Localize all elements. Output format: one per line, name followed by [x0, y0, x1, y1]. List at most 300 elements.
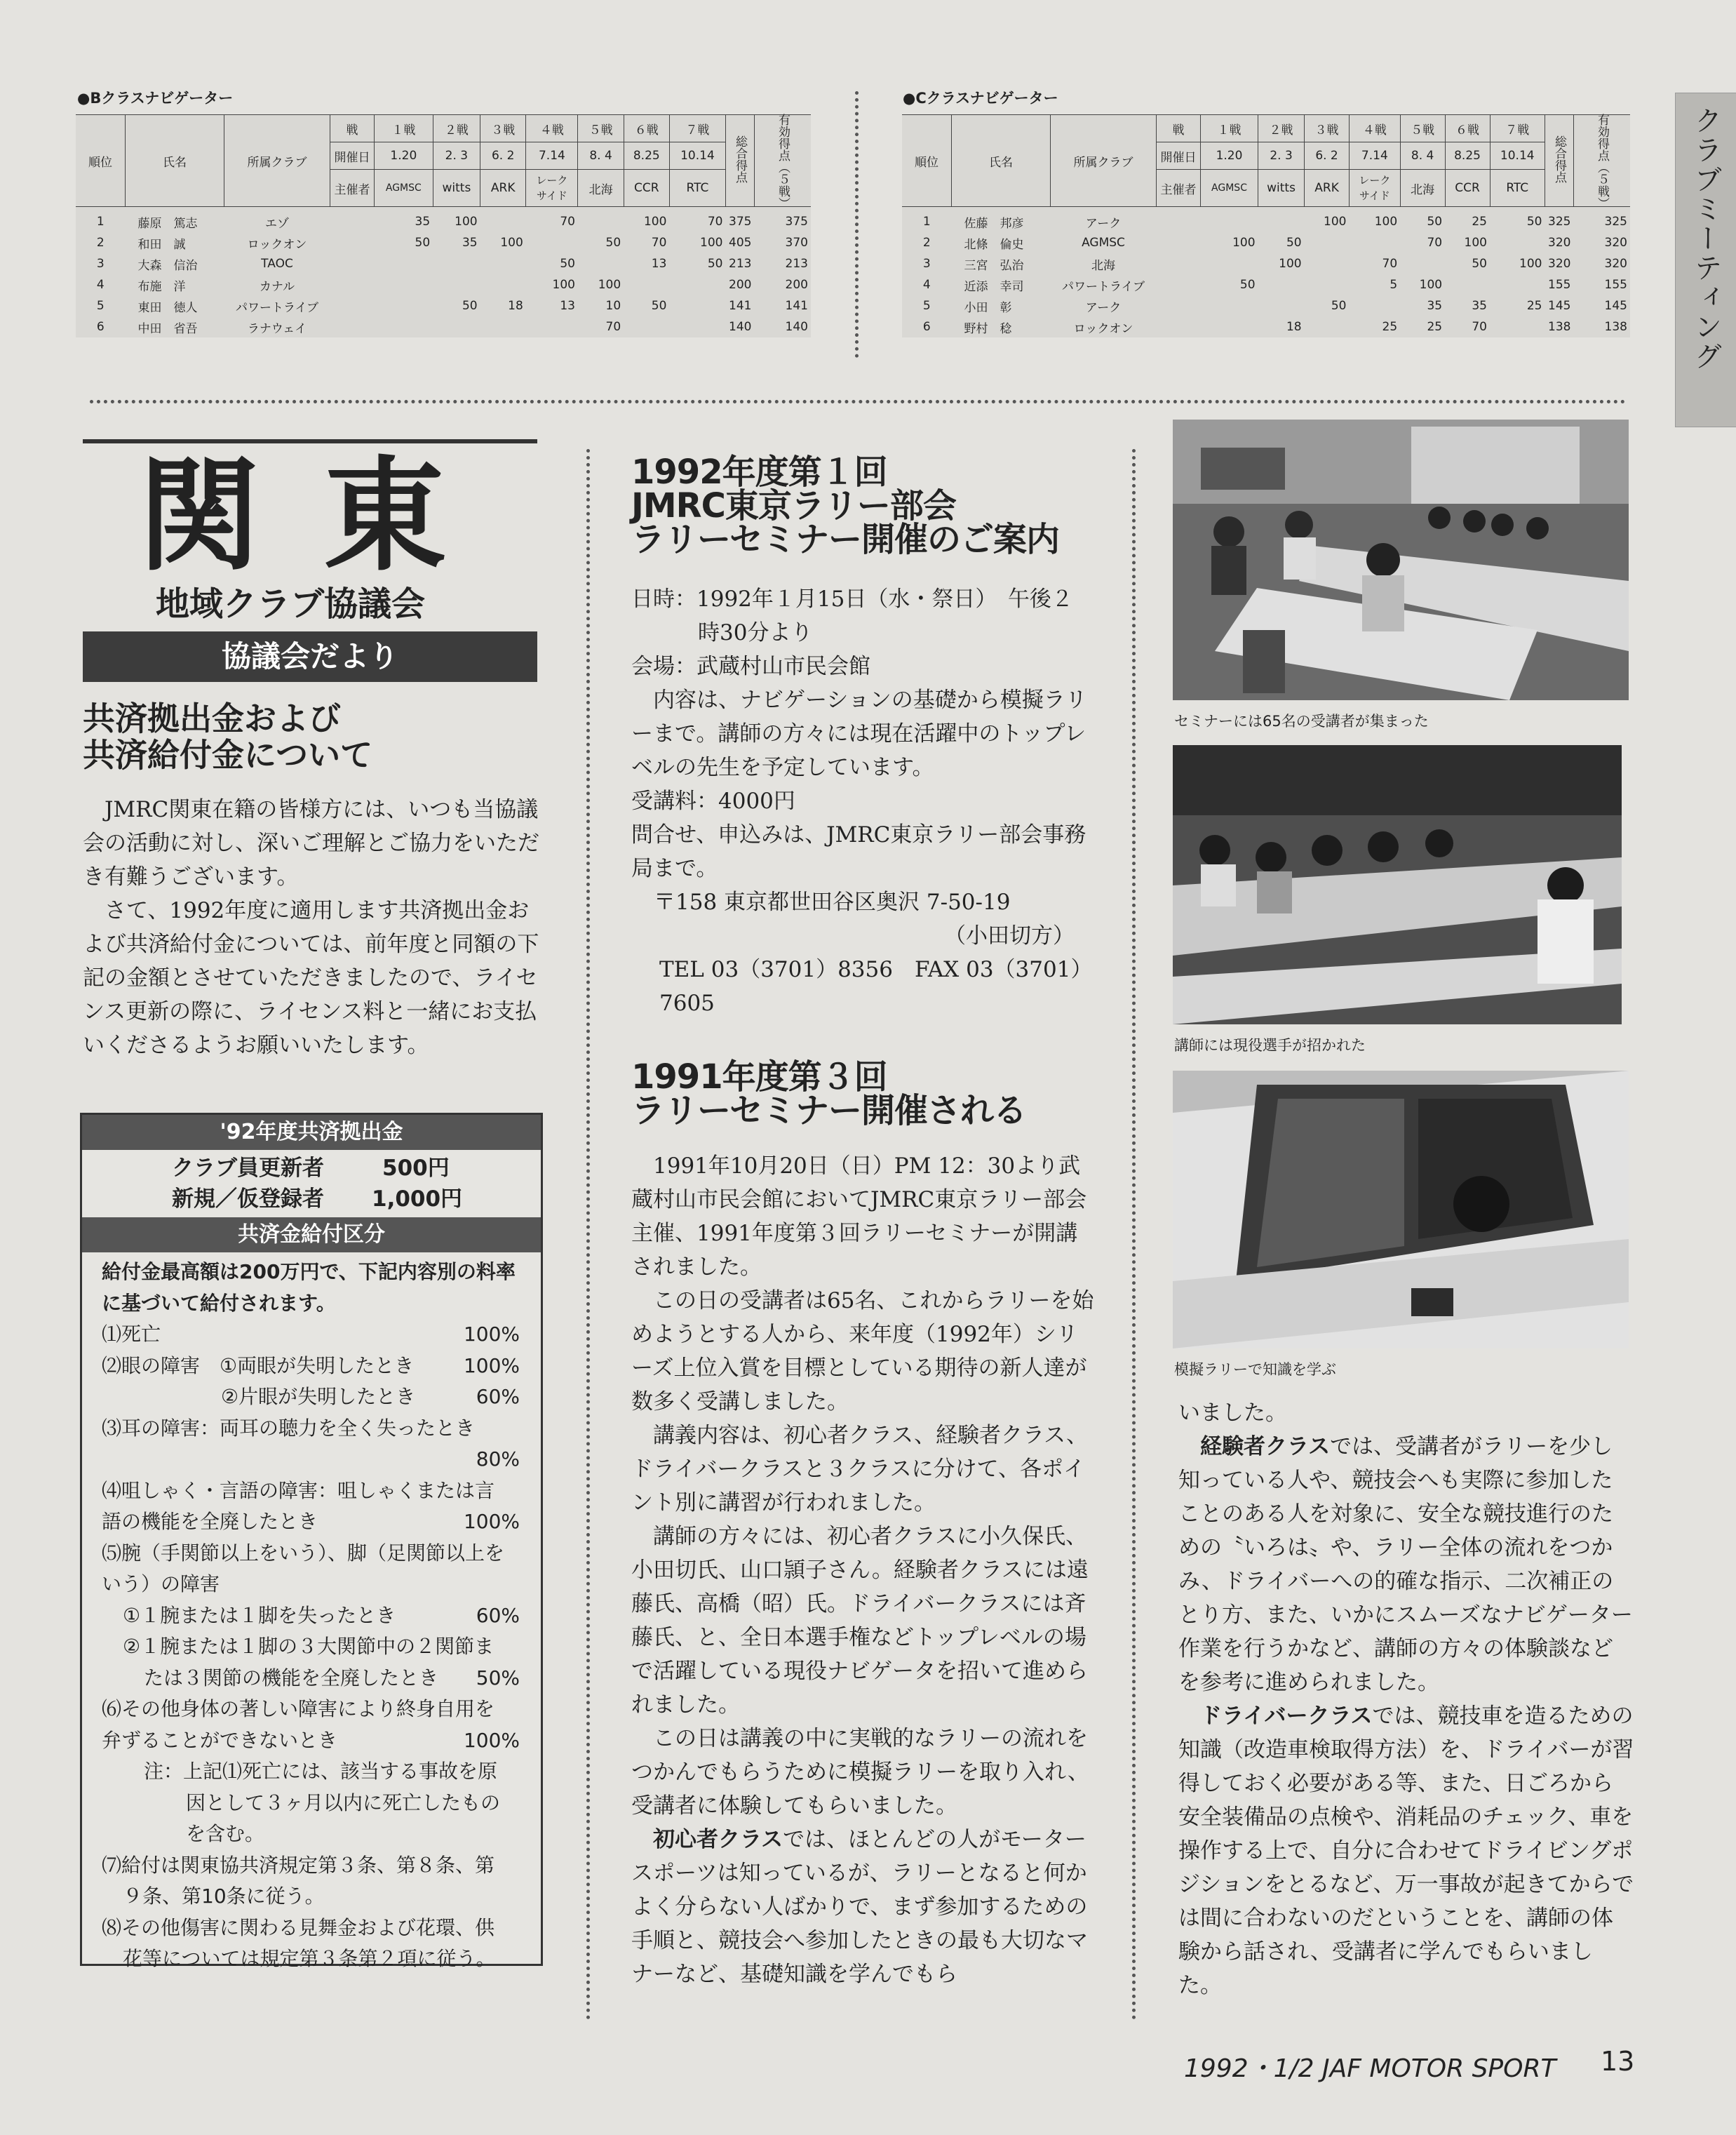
report-paragraph — [1178, 1430, 1634, 1699]
rank-cell: 3 — [922, 257, 931, 271]
score-cell: 70 — [707, 215, 723, 229]
title-rule — [83, 439, 537, 443]
score-cell: 100 — [1324, 215, 1347, 229]
standings-row — [902, 316, 1630, 337]
score-cell: 100 — [700, 236, 723, 250]
benefit-item: ⑷咀しゃく・言語の障害：咀しゃくまたは言 — [102, 1478, 495, 1502]
score-cell: 35 — [1427, 299, 1443, 313]
fee-renewal-label: クラブ員更新者 — [172, 1156, 324, 1181]
score-cell: 100 — [1519, 257, 1542, 271]
score-cell: 70 — [1472, 320, 1487, 334]
score-cell — [669, 295, 725, 316]
score-cell — [1201, 295, 1258, 316]
round-date: 10.14 — [669, 142, 725, 170]
beginner-class-label: 初心者クラス — [653, 1827, 783, 1852]
score-cell: 25 — [1472, 215, 1487, 229]
score-cell — [624, 316, 669, 337]
benefit-heading: 共済金給付区分 — [82, 1217, 541, 1252]
score-cell: 100 — [1419, 278, 1443, 292]
round-label: ２戦 — [1258, 115, 1305, 142]
score-cell — [330, 232, 375, 253]
round-date: 2. 3 — [1258, 142, 1305, 170]
score-cell — [1350, 232, 1401, 253]
score-cell — [1157, 253, 1201, 274]
total-cell: 140 — [729, 320, 752, 334]
date-header: 開催日 — [1157, 142, 1201, 170]
total-cell: 141 — [729, 299, 752, 313]
benefit-list — [82, 1252, 541, 1975]
report-text: では、競技車を造るための知識（改造車検取得方法）を、ドライバーが習得しておく必要がある等、また、日ごろから安全装備品の点検や、消耗品のチェック、車を操作する上で、自分に合わせてドライビングポジションをとるなど、万一事故が起きてからでは間に合わないのだということを、講師の体験から話され、受講者に学んでもらいました。 — [1178, 1704, 1634, 1998]
score-cell — [669, 274, 725, 295]
benefit-rate: 100% — [463, 1728, 520, 1752]
score-cell: 5 — [1390, 278, 1398, 292]
score-cell: 18 — [1286, 320, 1302, 334]
round-label: ５戦 — [578, 115, 624, 142]
total-cell: 325 — [1548, 215, 1571, 229]
standings-row — [902, 295, 1630, 316]
total-cell: 320 — [1548, 257, 1571, 271]
table-divider — [855, 91, 859, 358]
score-cell: 100 — [1464, 236, 1487, 250]
report-paragraph — [631, 1823, 1096, 1991]
score-cell: 70 — [1427, 236, 1443, 250]
score-cell — [1305, 253, 1350, 274]
host-header: 主催者 — [1157, 170, 1201, 207]
name-cell: 東田 徳人 — [137, 300, 198, 315]
name-cell: 三宮 弘治 — [964, 258, 1024, 273]
event-datetime: 日時：1992年１月15日（水・祭日） 午後２ — [631, 587, 1073, 612]
seminar-report — [631, 1149, 1096, 1991]
score-cell — [1201, 207, 1258, 233]
round-label: ３戦 — [1305, 115, 1350, 142]
column-divider — [1132, 449, 1136, 2021]
round-host: レーク サイド — [526, 170, 578, 207]
report-text: では、ほとんどの人がモータースポーツは知っているが、ラリーとなると何かよく分らない人ばかりで、まず参加するための手順と、競技会へ参加したときの最も大切なマナーなど、基礎知識を学んでもら — [631, 1827, 1088, 1987]
standings-row — [76, 295, 811, 316]
event-datetime: 時30分より — [698, 620, 813, 645]
club-cell: アーク — [1085, 216, 1122, 231]
score-cell — [330, 295, 375, 316]
club-cell: AGMSC — [1082, 236, 1125, 250]
valid-cell: 140 — [785, 320, 808, 334]
rank-cell: 2 — [96, 236, 105, 250]
photo-rally-car — [1173, 1071, 1629, 1348]
round-date: 6. 2 — [480, 142, 526, 170]
score-cell — [624, 274, 669, 295]
rank-cell: 4 — [922, 278, 931, 292]
round-date: 7.14 — [526, 142, 578, 170]
score-cell: 25 — [1526, 299, 1542, 313]
benefit-item: ②片眼が失明したとき — [221, 1385, 416, 1408]
score-cell: 50 — [415, 236, 431, 250]
benefit-item: ⑹その他身体の著しい障害により終身自用を — [102, 1697, 495, 1720]
valid-cell: 320 — [1604, 236, 1627, 250]
benefit-rate: 60% — [476, 1603, 520, 1627]
report-paragraph: 講師の方々には、初心者クラスに小久保氏、小田切氏、山口頴子さん。経験者クラスには遠藤氏、高橋（昭）氏。ドライバークラスには斉藤氏、と、全日本選手権などトップレベルの場で活躍している現役ナビゲータを招いて進められました。 — [631, 1524, 1089, 1718]
club-cell: ロックオン — [1073, 321, 1133, 336]
score-cell — [330, 253, 375, 274]
score-cell — [1157, 232, 1201, 253]
standings-row — [76, 316, 811, 337]
section-divider — [90, 400, 1626, 403]
club-cell: ラナウェイ — [247, 321, 307, 336]
score-cell — [1445, 274, 1490, 295]
benefit-item: 花等については規定第３条第２項に従う。 — [123, 1947, 496, 1970]
standings-row — [76, 274, 811, 295]
club-cell: 北海 — [1091, 258, 1115, 273]
article-title-line1: 共済拠出金および — [83, 700, 341, 737]
club-header: 所属クラブ — [1051, 115, 1157, 207]
score-cell — [1157, 316, 1201, 337]
benefit-rate: 60% — [476, 1385, 520, 1408]
valid-header — [1574, 115, 1631, 207]
column-divider — [586, 449, 590, 2021]
score-cell: 100 — [1374, 215, 1398, 229]
intro-paragraph: JMRC関東在籍の皆様方には、いつも当協議会の活動に対し、深いご理解とご協力をいただき有難うございます。 — [83, 797, 539, 890]
valid-header — [755, 115, 812, 207]
score-cell — [433, 316, 480, 337]
rank-header: 順位 — [76, 115, 126, 207]
mutual-aid-box — [80, 1113, 543, 1970]
section-tab — [1675, 93, 1736, 427]
intro-paragraph: さて、1992年度に適用します共済拠出金および共済給付金については、前年度と同額の下記の金額とさせていただきましたので、ライセンス更新の際に、ライセンス料と一緒にお支払いくださるようお願いいたします。 — [83, 898, 539, 1058]
benefit-note: を含む。 — [186, 1822, 265, 1845]
round-host: witts — [433, 170, 480, 207]
score-cell — [1258, 295, 1305, 316]
photo-caption: 講師には現役選手が招かれた — [1174, 1037, 1366, 1054]
name-cell: 大森 信治 — [137, 258, 198, 273]
score-cell: 100 — [1279, 257, 1302, 271]
round-label: ５戦 — [1400, 115, 1445, 142]
club-cell: パワートライブ — [236, 300, 318, 315]
benefit-item: ⑵眼の障害 ①両眼が失明したとき — [102, 1353, 415, 1377]
score-cell — [1157, 295, 1201, 316]
valid-cell: 320 — [1604, 257, 1627, 271]
score-cell: 18 — [508, 299, 523, 313]
club-cell: アーク — [1085, 300, 1122, 315]
score-cell: 100 — [500, 236, 523, 250]
benefit-item: ⑺給付は関東協共済規定第３条、第８条、第 — [102, 1853, 495, 1877]
club-cell: ロックオン — [247, 237, 307, 252]
valid-cell: 141 — [785, 299, 808, 313]
intro-text — [83, 793, 547, 1062]
benefit-item: ⑶耳の障害：両耳の聴力を全く失ったとき — [102, 1416, 476, 1440]
score-cell — [1157, 207, 1201, 233]
benefit-intro: 給付金最高額は200万円で、下記内容別の料率に基づいて給付されます。 — [102, 1260, 516, 1315]
score-cell — [669, 316, 725, 337]
score-cell: 25 — [1427, 320, 1443, 334]
score-cell — [330, 316, 375, 337]
round-date: 2. 3 — [433, 142, 480, 170]
event-contact: 問合せ、申込みは、JMRC東京ラリー部会事務局まで。 — [631, 822, 1086, 881]
total-cell: 320 — [1548, 236, 1571, 250]
valid-cell: 325 — [1604, 215, 1627, 229]
name-cell: 北條 倫史 — [964, 237, 1024, 252]
score-cell: 35 — [462, 236, 478, 250]
score-cell — [330, 274, 375, 295]
seminar-announce-title-2: JMRC東京ラリー部会 — [631, 486, 956, 526]
benefit-note: 因として３ヶ月以内に死亡したもの — [186, 1791, 501, 1814]
benefit-item: ①１腕または１脚を失ったとき — [123, 1603, 396, 1627]
name-header: 氏名 — [126, 115, 224, 207]
round-label: ６戦 — [624, 115, 669, 142]
club-cell: エゾ — [265, 216, 289, 231]
round-host: CCR — [1445, 170, 1490, 207]
rank-cell: 1 — [922, 215, 931, 229]
lecturers-image — [1173, 745, 1622, 1024]
score-cell — [375, 316, 433, 337]
name-cell: 佐藤 邦彦 — [964, 216, 1024, 231]
seminar-report-title-2: ラリーセミナー開催される — [631, 1091, 1027, 1130]
experienced-class-label: 経験者クラス — [1200, 1434, 1331, 1459]
round-host: RTC — [1490, 170, 1545, 207]
round-label: ４戦 — [526, 115, 578, 142]
benefit-item: ⑸腕（手関節以上をいう）、脚（足関節以上を — [102, 1541, 505, 1565]
score-cell: 70 — [605, 320, 621, 334]
round-date: 1.20 — [375, 142, 433, 170]
round-date: 6. 2 — [1305, 142, 1350, 170]
round-date: 8.25 — [1445, 142, 1490, 170]
rank-cell: 4 — [96, 278, 105, 292]
photo-caption: セミナーには65名の受講者が集まった — [1174, 713, 1429, 730]
standings-row — [76, 253, 811, 274]
score-cell — [578, 253, 624, 274]
b-table-title: ●Bクラスナビゲーター — [77, 90, 234, 107]
benefit-item: たは３関節の機能を全廃したとき — [144, 1666, 439, 1689]
photo-caption: 模擬ラリーで知識を学ぶ — [1174, 1361, 1336, 1378]
seminar-report-title-1: 1991年度第３回 — [631, 1057, 887, 1097]
report-text: いました。 — [1178, 1400, 1287, 1426]
score-cell — [375, 274, 433, 295]
score-cell: 70 — [1382, 257, 1398, 271]
score-cell — [1258, 207, 1305, 233]
total-cell: 155 — [1548, 278, 1571, 292]
contribution-heading: '92年度共済拠出金 — [82, 1115, 541, 1150]
benefit-note: 注：上記⑴死亡には、該当する事故を原 — [144, 1760, 498, 1783]
round-date: 8. 4 — [1400, 142, 1445, 170]
score-cell: 100 — [598, 278, 621, 292]
score-cell — [526, 316, 578, 337]
round-date: 7.14 — [1350, 142, 1401, 170]
standings-row — [902, 232, 1630, 253]
score-cell: 70 — [560, 215, 575, 229]
name-cell: 小田 彰 — [964, 300, 1012, 315]
valid-cell: 155 — [1604, 278, 1627, 292]
score-cell: 35 — [415, 215, 431, 229]
score-cell — [1490, 274, 1545, 295]
total-cell: 145 — [1548, 299, 1571, 313]
score-cell — [1490, 232, 1545, 253]
score-cell: 50 — [1472, 257, 1487, 271]
valid-header-text: 有効得点（５戦） — [1595, 113, 1609, 209]
event-content: 内容は、ナビゲーションの基礎から模擬ラリーまで。講師の方々には現在活躍中のトップレベルの先生を予定しています。 — [631, 688, 1087, 780]
round-label: ７戦 — [1490, 115, 1545, 142]
score-cell: 50 — [462, 299, 478, 313]
round-host: ARK — [480, 170, 526, 207]
round-host: ARK — [1305, 170, 1350, 207]
score-cell: 13 — [651, 257, 667, 271]
club-cell: TAOC — [261, 257, 293, 271]
c-table-title: ●Cクラスナビゲーター — [903, 90, 1058, 107]
benefit-rate: 100% — [463, 1323, 520, 1346]
benefit-item: ②１腕または１脚の３大関節中の２関節ま — [123, 1635, 494, 1658]
score-cell: 100 — [643, 215, 667, 229]
report-paragraph: この日の受講者は65名、これからラリーを始めようとする人から、来年度（1992年）シリーズ上位入賞を目標としている期待の新人達が数多く受講しました。 — [631, 1288, 1094, 1414]
event-address: 〒158 東京都世田谷区奥沢 7-50-19 — [654, 890, 1011, 915]
seminar-announce-title-1: 1992年度第１回 — [631, 453, 887, 492]
score-cell: 50 — [1427, 215, 1443, 229]
standings-row — [76, 232, 811, 253]
benefit-item: 語の機能を全廃したとき — [102, 1510, 318, 1533]
round-label: １戦 — [1201, 115, 1258, 142]
score-cell — [1305, 274, 1350, 295]
total-header-text: 総合得点 — [733, 135, 747, 183]
standings-row — [902, 253, 1630, 274]
score-cell — [1400, 253, 1445, 274]
score-cell: 100 — [1232, 236, 1256, 250]
rank-cell: 6 — [96, 320, 105, 334]
score-cell: 50 — [1239, 278, 1256, 292]
score-cell — [1157, 274, 1201, 295]
rank-cell: 3 — [96, 257, 105, 271]
club-cell: パワートライブ — [1062, 279, 1145, 294]
rank-cell: 5 — [96, 299, 105, 313]
issue-footer: 1992・1/2 JAF MOTOR SPORT — [1184, 2054, 1556, 2083]
seminar-announcement — [631, 582, 1096, 1020]
rally-car-image — [1173, 1071, 1629, 1348]
name-cell: 布施 洋 — [137, 279, 186, 294]
name-cell: 藤原 篤志 — [137, 216, 198, 231]
round-label: １戦 — [375, 115, 433, 142]
name-cell: 野村 稔 — [964, 321, 1012, 336]
score-cell — [480, 274, 526, 295]
score-cell: 100 — [552, 278, 575, 292]
rank-header: 順位 — [902, 115, 952, 207]
score-cell — [480, 316, 526, 337]
valid-cell: 145 — [1604, 299, 1627, 313]
round-label: ７戦 — [669, 115, 725, 142]
rank-cell: 6 — [922, 320, 931, 334]
section-tab-label: クラブミーティング — [1690, 106, 1722, 371]
round-date: 8. 4 — [578, 142, 624, 170]
score-cell — [1201, 253, 1258, 274]
benefit-item: 弁ずることができないとき — [102, 1728, 338, 1752]
total-cell: 138 — [1548, 320, 1571, 334]
valid-cell: 213 — [785, 257, 808, 271]
rank-cell: 2 — [922, 236, 931, 250]
round-host: AGMSC — [1201, 170, 1258, 207]
score-cell: 10 — [605, 299, 621, 313]
score-cell — [1305, 316, 1350, 337]
name-cell: 中田 省吾 — [137, 321, 198, 336]
council-subtitle: 地域クラブ協議会 — [156, 584, 426, 624]
valid-header-text: 有効得点（５戦） — [776, 113, 790, 209]
big-title: 関東 — [137, 444, 509, 588]
score-cell — [1201, 316, 1258, 337]
event-address-name: （小田切方） — [944, 923, 1075, 949]
score-cell — [480, 207, 526, 233]
score-cell: 50 — [560, 257, 575, 271]
score-cell — [526, 232, 578, 253]
rank-cell: 5 — [922, 299, 931, 313]
standings-row — [76, 207, 811, 233]
score-cell: 50 — [1331, 299, 1347, 313]
round-host: AGMSC — [375, 170, 433, 207]
total-cell: 405 — [729, 236, 752, 250]
score-cell — [480, 253, 526, 274]
total-header — [1545, 115, 1574, 207]
b-standings-table — [76, 114, 811, 337]
date-header: 開催日 — [330, 142, 375, 170]
score-cell — [433, 253, 480, 274]
seminar-report-continued — [1178, 1396, 1634, 2002]
photo-lecturers — [1173, 745, 1622, 1024]
round-label: ４戦 — [1350, 115, 1401, 142]
round-host: 北海 — [1400, 170, 1445, 207]
round-header: 戦 — [330, 115, 375, 142]
score-cell — [375, 253, 433, 274]
round-label: ３戦 — [480, 115, 526, 142]
valid-cell: 200 — [785, 278, 808, 292]
seminar-room-image — [1173, 420, 1629, 700]
total-header — [726, 115, 755, 207]
name-header: 氏名 — [952, 115, 1051, 207]
round-label: ２戦 — [433, 115, 480, 142]
benefit-rate: 50% — [476, 1666, 520, 1689]
event-fee: 受講料：4000円 — [631, 789, 795, 814]
page-number: 13 — [1601, 2046, 1635, 2077]
round-host: 北海 — [578, 170, 624, 207]
c-standings-table — [902, 114, 1630, 337]
photo-seminar-room — [1173, 420, 1629, 700]
score-cell: 50 — [1526, 215, 1542, 229]
club-header: 所属クラブ — [224, 115, 330, 207]
score-cell: 50 — [605, 236, 621, 250]
score-cell: 35 — [1472, 299, 1487, 313]
host-header: 主催者 — [330, 170, 375, 207]
score-cell — [578, 207, 624, 233]
score-cell: 70 — [651, 236, 667, 250]
newsletter-bar: 協議会だより — [83, 631, 537, 682]
score-cell — [433, 274, 480, 295]
event-phone-fax: TEL 03（3701）8356 FAX 03（3701）7605 — [659, 957, 1093, 1016]
benefit-item: ⑻その他傷害に関わる見舞金および花環、供 — [102, 1915, 495, 1939]
benefit-item: いう）の障害 — [102, 1572, 220, 1595]
score-cell — [330, 207, 375, 233]
round-host: レーク サイド — [1350, 170, 1401, 207]
fee-new-label: 新規／仮登録者 — [172, 1186, 324, 1212]
benefit-item: ⑴死亡 — [102, 1323, 161, 1346]
round-host: CCR — [624, 170, 669, 207]
round-date: 1.20 — [1201, 142, 1258, 170]
benefit-rate: 100% — [463, 1510, 520, 1533]
report-text: では、受講者がラリーを少し知っている人や、競技会へも実際に参加したことのある人を対象に、安全な競技進行のための〝いろは〟や、ラリー全体の流れをつかみ、ドライバーへの的確な指示、二次補正のとり方、また、いかにスムーズなナビゲーター作業を行うかなど、講師の方々の体験談などを参考に進められました。 — [1178, 1434, 1633, 1695]
name-cell: 近添 幸司 — [964, 279, 1024, 294]
standings-row — [902, 274, 1630, 295]
benefit-rate: 100% — [463, 1353, 520, 1377]
total-header-text: 総合得点 — [1552, 135, 1566, 183]
score-cell: 50 — [651, 299, 667, 313]
round-date: 10.14 — [1490, 142, 1545, 170]
total-cell: 375 — [729, 215, 752, 229]
report-paragraph: 講義内容は、初心者クラス、経験者クラス、ドライバークラスと３クラスに分けて、各ポイント別に講習が行われました。 — [631, 1423, 1088, 1515]
name-cell: 和田 誠 — [137, 237, 186, 252]
round-date: 8.25 — [624, 142, 669, 170]
valid-cell: 138 — [1604, 320, 1627, 334]
fee-new-value: 1,000円 — [372, 1186, 463, 1212]
total-cell: 213 — [729, 257, 752, 271]
valid-cell: 375 — [785, 215, 808, 229]
